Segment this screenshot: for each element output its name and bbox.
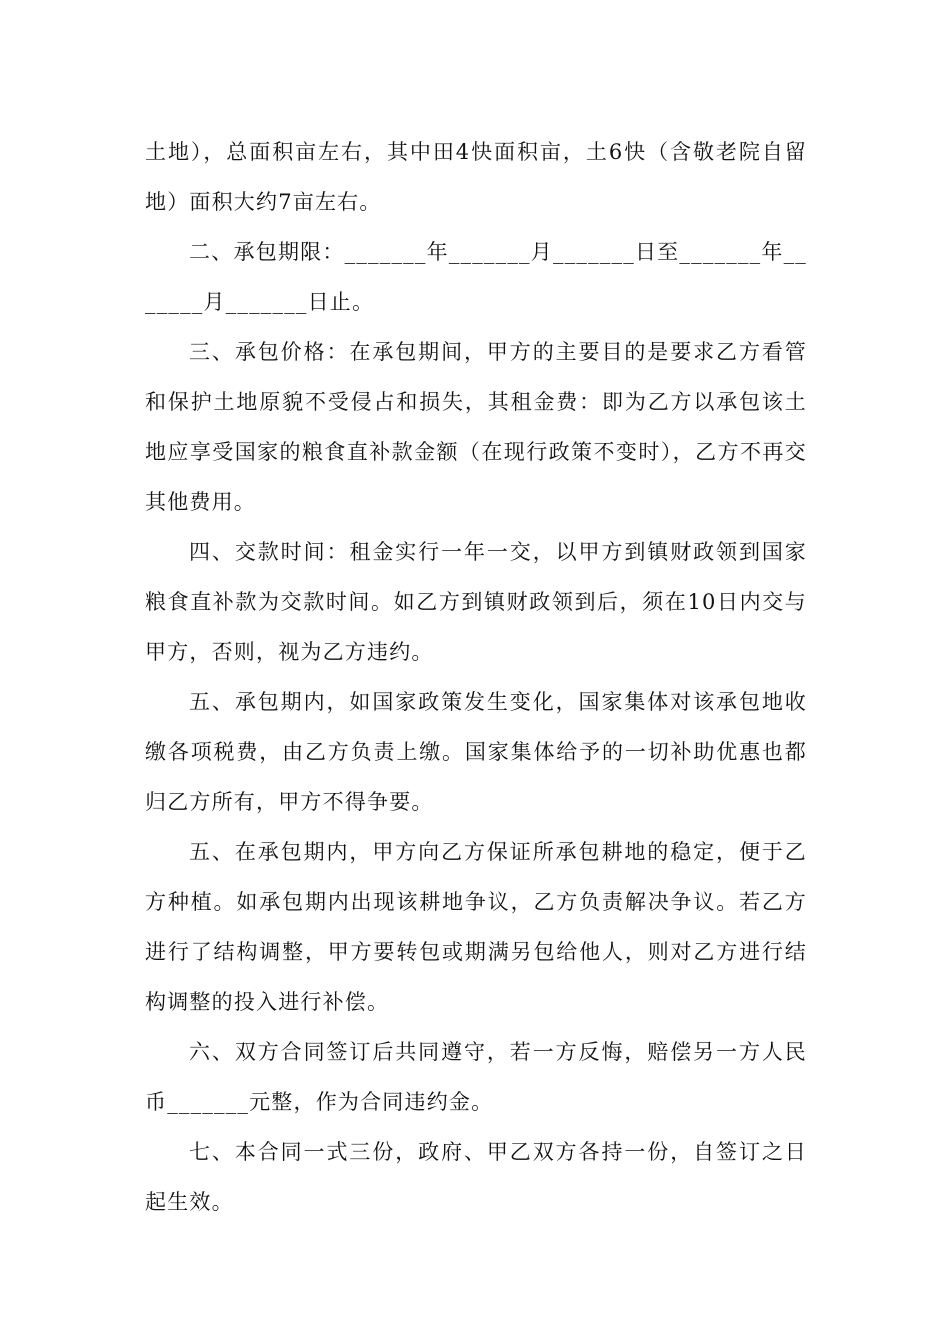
paragraph-land-area: 土地），总面积亩左右，其中田4快面积亩，土6快（含敬老院自留地）面积大约7亩左右。 (145, 140, 807, 214)
paragraph-payment-time: 四、交款时间：租金实行一年一交，以甲方到镇财政领到国家粮食直补款为交款时间。如乙方到镇财政领到后，须在10日内交与甲方，否则，视为乙方违约。 (145, 540, 807, 664)
paragraph-copies-effective: 七、本合同一式三份，政府、甲乙双方各持一份，自签订之日起生效。 (145, 1140, 807, 1214)
paragraph-breach-compensation: 六、双方合同签订后共同遵守，若一方反悔，赔偿另一方人民币_______元整，作为合同违约金。 (145, 1040, 807, 1114)
paragraph-policy-change: 五、承包期内，如国家政策发生变化，国家集体对该承包地收缴各项税费，由乙方负责上缴。国家集体给予的一切补助优惠也都归乙方所有，甲方不得争要。 (145, 690, 807, 814)
paragraph-land-stability: 五、在承包期内，甲方向乙方保证所承包耕地的稳定，便于乙方种植。如承包期内出现该耕地争议，乙方负责解决争议。若乙方进行了结构调整，甲方要转包或期满另包给他人，则对乙方进行结构调整的投入进行补偿。 (145, 840, 807, 1014)
paragraph-contract-price: 三、承包价格：在承包期间，甲方的主要目的是要求乙方看管和保护土地原貌不受侵占和损失，其租金费：即为乙方以承包该土地应享受国家的粮食直补款金额（在现行政策不变时），乙方不再交其他费用。 (145, 340, 807, 514)
document-body (145, 127, 807, 1227)
paragraph-contract-term: 二、承包期限：_______年_______月_______日至_______年_______月_______日止。 (145, 240, 807, 314)
